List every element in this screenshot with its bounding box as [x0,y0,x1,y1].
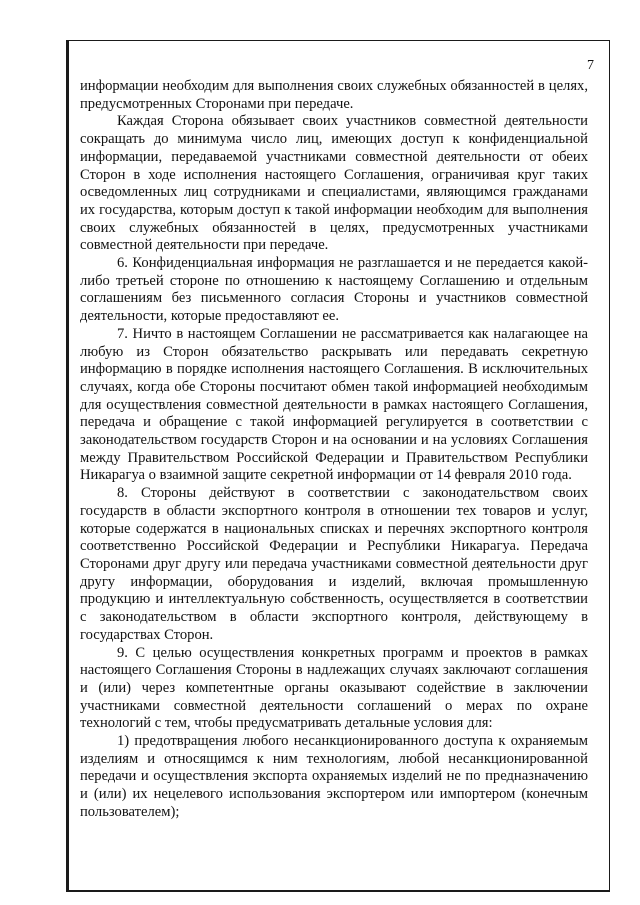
paragraph-7-secret-info: 7. Ничто в настоящем Соглашении не рассматривается как налагающее на любую из Сторон обязательство раскрывать или передавать секретную информацию в порядке исполнения настоящего Соглашения. В исключительных случаях, когда обе Стороны посчитают обмен такой информацией необходимым для осуществления совместной деятельности в рамках настоящего Соглашения, передача и обращение с такой информацией регулируется в соответствии с законодательством государств Сторон и на основании и на условиях Соглашения между Правительством Российской Федерации и Правительством Республики Никарагуа о взаимной защите секретной информации от 14 февраля 2010 года. [80,325,588,484]
paragraph-9-item-1: 1) предотвращения любого несанкционированного доступа к охраняемым изделиям и относящимся к ним технологиям, любой несанкционированной передачи и осуществления экспорта охраняемых изделий не по предназначению и (или) их нецелевого использования экспортером или импортером (конечным пользователем); [80,733,588,820]
paragraph-8-export-control: 8. Стороны действуют в соответствии с законодательством своих государств в области экспортного контроля в отношении тех товаров и услуг, которые содержатся в национальных списках и перечнях экспортного контроля соответственно Российской Федерации и Республики Никарагуа. Передача Сторонами друг другу или передача участниками совместной деятельности друг другу информации, оборудования и изделий, включая промышленную продукцию и интеллектуальную собственность, осуществляется в соответствии с законодательством в области экспортного контроля, действующему в государствах Сторон. [80,485,588,643]
page-number: 7 [587,58,594,73]
paragraph-continuation: информации необходим для выполнения своих служебных обязанностей в целях, предусмотренных Сторонами при передаче. [80,78,588,112]
paragraph-staff-limit: Каждая Сторона обязывает своих участников совместной деятельности сокращать до минимума число лиц, имеющих доступ к конфиденциальной информации, передаваемой участниками совместной деятельности от обеих Сторон в ходе исполнения настоящего Соглашения, ограничивая круг таких осведомленных лиц сотрудниками и специалистами, являющимся гражданами их государства, которым доступ к такой информации необходим для выполнения своих служебных обязанностей в целях, предусмотренных участниками совместной деятельности при передаче. [80,113,588,254]
paragraph-6-confidential: 6. Конфиденциальная информация не разглашается и не передается какой-либо третьей стороне по отношению к настоящему Соглашению и отдельным соглашениям без письменного согласия Стороны и участников совместной деятельности, которые предоставляют ее. [80,255,588,325]
paragraph-9-technology-protection: 9. С целью осуществления конкретных программ и проектов в рамках настоящего Соглашения Стороны в надлежащих случаях заключают соглашения и (или) через компетентные органы оказывают содействие в заключении участниками совместной деятельности соглашений о мерах по охране технологий с тем, чтобы предусматривать детальные условия для: [80,644,588,732]
document-body [80,78,588,822]
